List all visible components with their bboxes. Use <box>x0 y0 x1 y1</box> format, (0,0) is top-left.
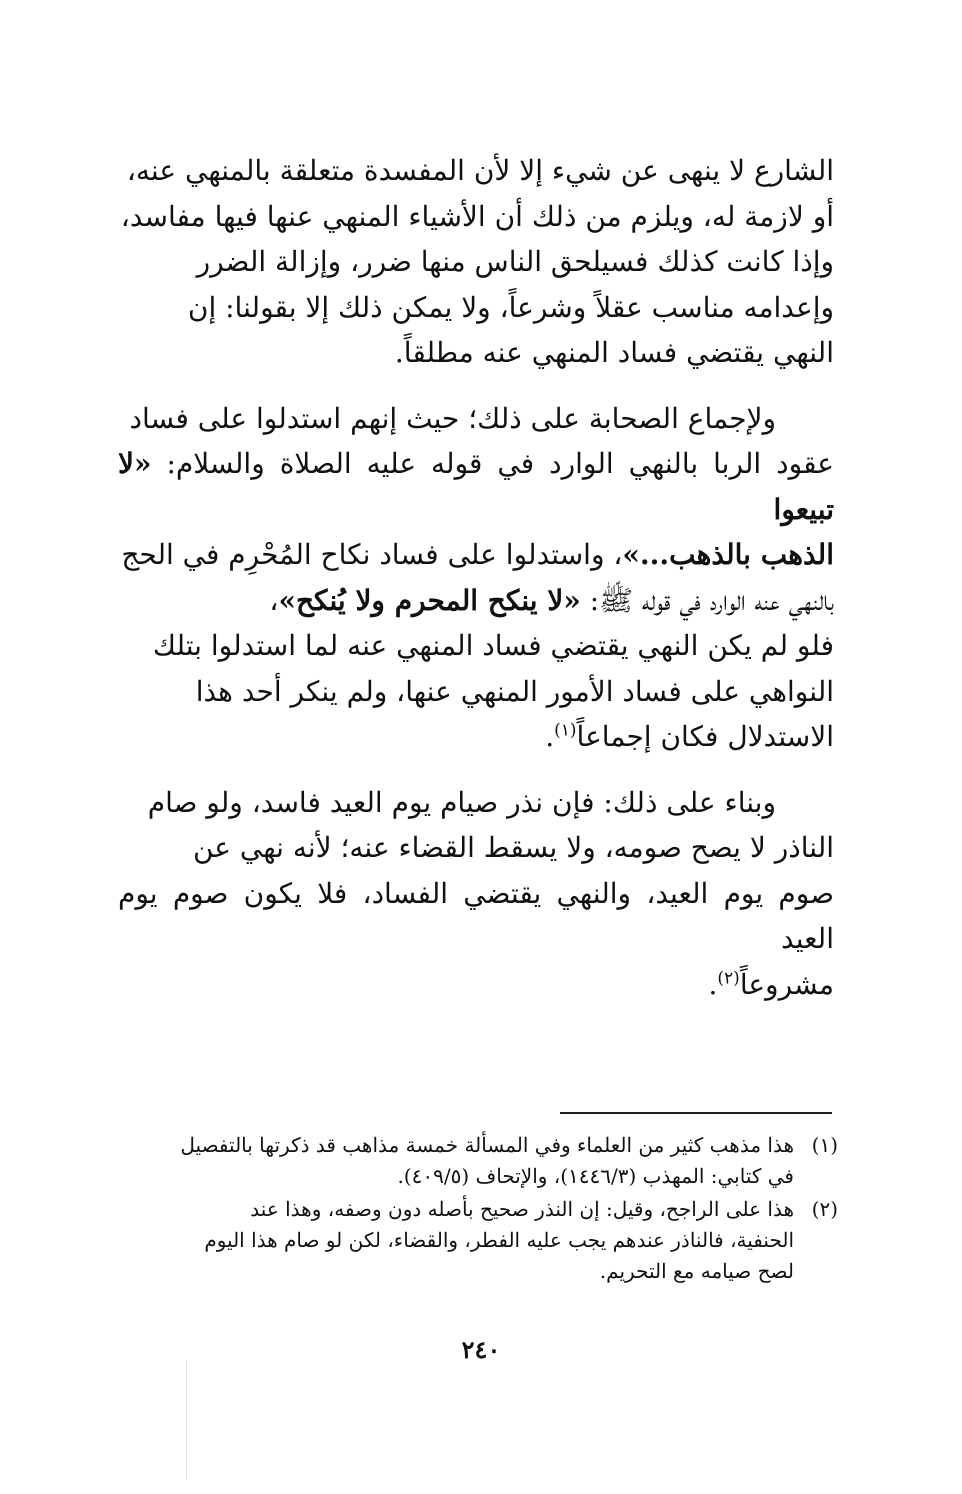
text-line: وإعدامه مناسب عقلاً وشرعاً، ولا يمكن ذلك إلا بقولنا: إن <box>187 290 834 324</box>
paragraph-1 <box>118 148 834 376</box>
text-line: فلو لم يكن النهي يقتضي فساد المنهي عنه لما استدلوا بتلك <box>152 629 834 662</box>
footnotes <box>118 1130 838 1289</box>
text-line <box>118 714 834 760</box>
text-line <box>118 962 834 1008</box>
text-run: عقود الربا بالنهي الوارد في قوله عليه الصلاة والسلام: <box>151 447 834 480</box>
paragraph-2 <box>118 396 834 760</box>
text-run: ولإجماع الصحابة على ذلك؛ حيث إنهم استدلوا على فساد <box>129 401 776 435</box>
text-run: بالنهي عنه الوارد في قوله ﷺ: <box>580 583 834 617</box>
text-line: الناذر لا يصح صومه، ولا يسقط القضاء عنه؛ لأنه نهي عن <box>192 831 834 864</box>
footnote-line: الحنفية، فالناذر عندهم يجب عليه الفطر، والقضاء، لكن لو صام هذا اليوم <box>204 1228 794 1252</box>
footnote-1 <box>118 1130 838 1192</box>
text-line: أو لازمة له، ويلزم من ذلك أن الأشياء المنهي عنها فيها مفاسد، <box>120 199 834 233</box>
footnote-number: (٢) <box>811 1197 838 1221</box>
text-line <box>118 441 834 532</box>
text-line <box>118 780 834 826</box>
footnote-line: هذا على الراجح، وقيل: إن النذر صحيح بأصله دون وصفه، وهذا عند <box>250 1197 794 1221</box>
footnote-reference[interactable]: (٢) <box>717 968 740 989</box>
main-text <box>118 148 834 1027</box>
paragraph-3 <box>118 780 834 1008</box>
text-line: النواهي على فساد الأمور المنهي عنها، ولم ينكر أحد هذا <box>195 674 834 708</box>
text-line: الشارع لا ينهى عن شيء إلا لأن المفسدة متعلقة بالمنهي عنه، <box>126 154 834 187</box>
text-line: وإذا كانت كذلك فسيلحق الناس منها ضرر، وإزالة الضرر <box>196 245 834 278</box>
text-line <box>118 578 834 624</box>
footnote-reference[interactable]: (١) <box>554 720 577 741</box>
footnote-line: لصح صيامه مع التحريم. <box>599 1259 794 1283</box>
text-run: . <box>708 967 718 1001</box>
text-run: . <box>545 720 555 753</box>
text-run: ، واستدلوا على فساد نكاح المُحْرِم في الحج <box>121 538 623 571</box>
hadith-quote: الذهب بالذهب...» <box>622 538 834 571</box>
footnote-line: في كتابي: المهذب (١٤٤٦/٣)، والإتحاف (٤٠٩/٥). <box>397 1164 794 1188</box>
page-number: ٢٤٠ <box>461 1335 501 1364</box>
text-line: النهي يقتضي فساد المنهي عنه مطلقاً. <box>394 336 834 369</box>
text-run: وبناء على ذلك: فإن نذر صيام يوم العيد فاسد، ولو صام <box>147 785 776 819</box>
scan-artifact-line <box>186 1360 187 1480</box>
text-run: ، <box>269 583 279 617</box>
hadith-quote: «لا ينكح المحرم ولا يُنكح» <box>278 583 581 617</box>
footnote-2 <box>118 1194 838 1287</box>
footnote-number: (١) <box>811 1133 838 1157</box>
text-run: الاستدلال فكان إجماعاً <box>576 720 834 753</box>
footnote-text <box>118 1194 794 1287</box>
footnote-separator <box>560 1112 832 1114</box>
footnote-text <box>118 1130 794 1192</box>
hadith-quote: «لا تبيعوا <box>118 447 834 526</box>
text-line <box>118 532 834 578</box>
text-line: صوم يوم العيد، والنهي يقتضي الفساد، فلا يكون صوم يوم العيد <box>118 876 834 955</box>
text-run: مشروعاً <box>739 967 834 1001</box>
footnote-line: هذا مذهب كثير من العلماء وفي المسألة خمسة مذاهب قد ذكرتها بالتفصيل <box>180 1133 794 1157</box>
text-line <box>118 396 834 442</box>
